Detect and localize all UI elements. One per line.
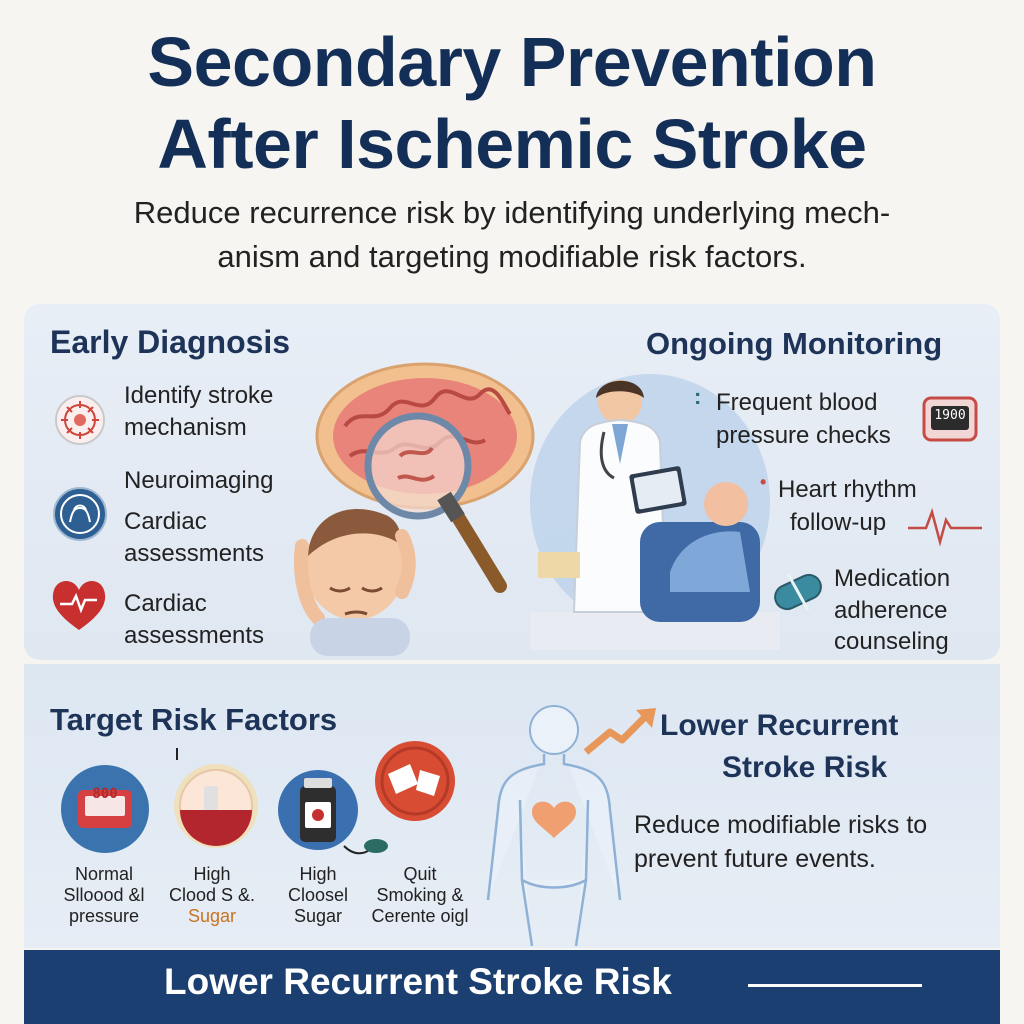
footer-banner-text: Lower Recurrent Stroke Risk bbox=[164, 961, 672, 1002]
mon-item2-line1: Heart rhythm bbox=[778, 476, 917, 503]
bullet-icon: : bbox=[694, 384, 702, 409]
risk-label-1: Normal Slloood &l pressure bbox=[63, 864, 145, 926]
mon-item1-line1: Frequent blood bbox=[716, 389, 878, 416]
target-cell-icon bbox=[54, 394, 106, 446]
mon-item2-line2: follow-up bbox=[790, 509, 887, 536]
page-title-line2: After Ischemic Stroke bbox=[157, 105, 867, 183]
heart-ecg-icon bbox=[48, 576, 110, 632]
neuroimaging-icon bbox=[52, 486, 108, 542]
bp-device-icon bbox=[60, 764, 150, 854]
diag-item1-line1: Identify stroke bbox=[124, 382, 274, 409]
glucose-icon bbox=[172, 756, 260, 852]
lower-risk-heading-line1: Lower Recurrent bbox=[660, 709, 899, 742]
lower-risk-text-line1: Reduce modifiable risks to bbox=[634, 811, 928, 839]
risk-label-2: High Clood S &. Sugar bbox=[168, 864, 256, 926]
bullet-icon: • bbox=[760, 472, 767, 492]
risk-label-3: High Cloosel Sugar bbox=[287, 864, 349, 926]
mon-item3-line2: adherence bbox=[834, 597, 948, 624]
pill-icon bbox=[770, 566, 826, 616]
no-smoking-icon bbox=[374, 740, 456, 822]
medicine-bottle-icon bbox=[276, 766, 388, 864]
early-diagnosis-heading: Early Diagnosis bbox=[50, 324, 291, 360]
page-title-line1: Secondary Prevention bbox=[147, 23, 877, 101]
diag-item3-line2: assessments bbox=[124, 540, 265, 567]
lower-risk-heading-line2: Stroke Risk bbox=[722, 751, 888, 784]
trend-arrow-icon bbox=[584, 706, 662, 758]
brain-magnifier-illustration bbox=[300, 356, 540, 656]
heartbeat-line-icon bbox=[908, 506, 982, 546]
diag-item1-line2: mechanism bbox=[124, 414, 247, 441]
monitor-readout: 1900 bbox=[934, 408, 966, 423]
banner-divider bbox=[748, 984, 922, 987]
diag-item3-line1: Cardiac bbox=[124, 508, 207, 535]
ongoing-monitoring-heading: Ongoing Monitoring bbox=[646, 326, 943, 361]
subtitle-line1: Reduce recurrence risk by identifying underlying mech- bbox=[133, 195, 891, 230]
diag-item4-line2: assessments bbox=[124, 622, 265, 649]
mon-item3-line3: counseling bbox=[834, 628, 949, 655]
diag-item4-line1: Cardiac bbox=[124, 590, 207, 617]
diag-item2-line1: Neuroimaging bbox=[124, 467, 274, 494]
subtitle-line2: anism and targeting modifiable risk factors. bbox=[217, 239, 807, 274]
device-readout: 800 bbox=[92, 786, 118, 802]
lower-risk-text-line2: prevent future events. bbox=[634, 845, 876, 873]
mon-item3-line1: Medication bbox=[834, 565, 951, 592]
target-risk-heading: Target Risk Factors bbox=[50, 702, 338, 737]
mon-item1-line2: pressure checks bbox=[716, 422, 891, 449]
risk-label-4: Quit Smoking & Cerente oigl bbox=[371, 864, 469, 926]
